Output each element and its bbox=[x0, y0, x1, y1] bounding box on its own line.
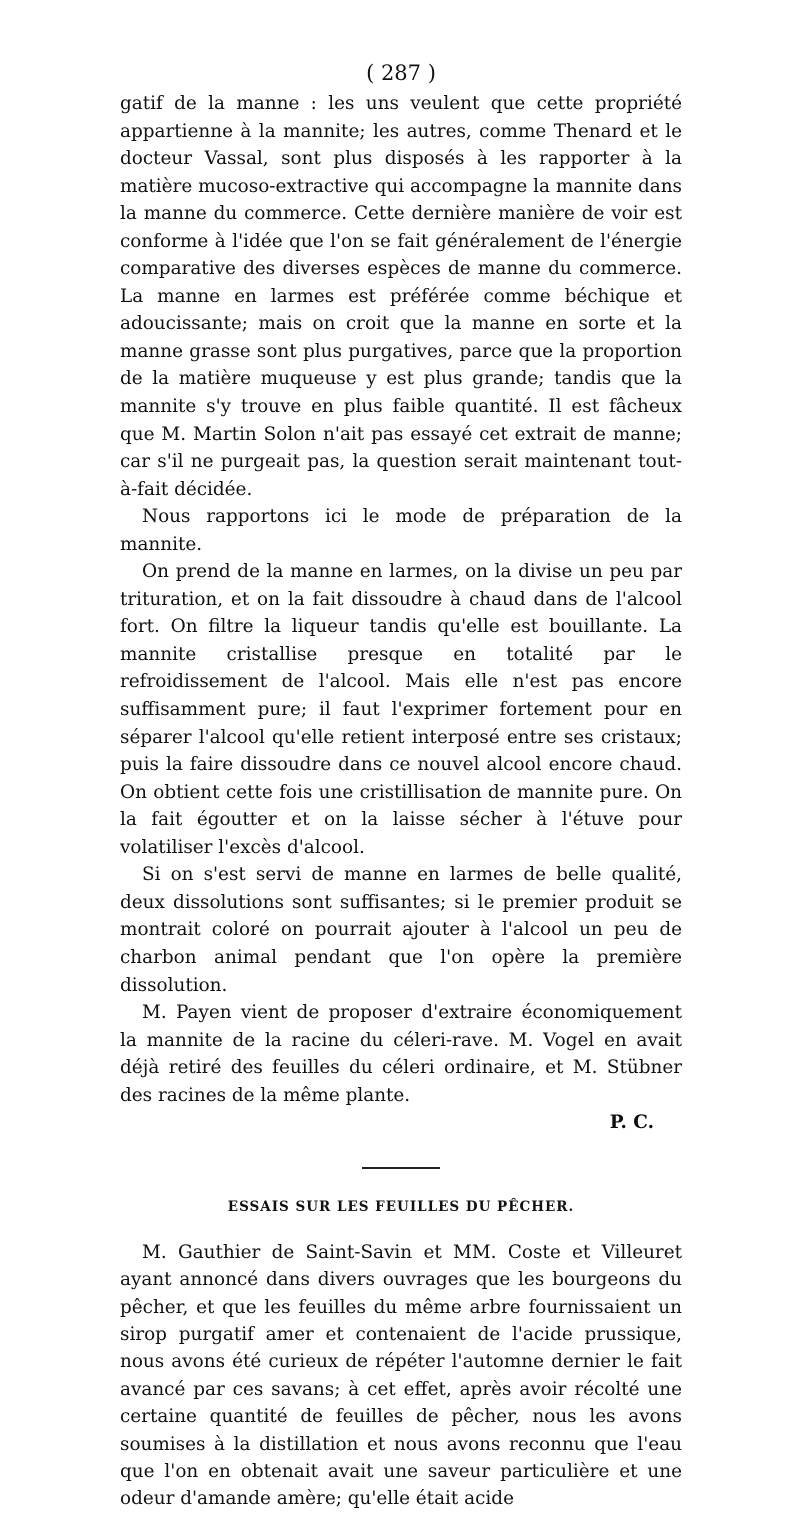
section-divider bbox=[362, 1167, 440, 1169]
section-paragraph: M. Gauthier de Saint-Savin et MM. Coste et Villeuret ayant annoncé dans divers ouvrages que les bourgeons du pêcher, et que les feuilles du même arbre fournissaient un sirop purgatif amer et contenaient de l'acide prussique, nous avons été curieux de répéter l'automne dernier le fait avancé par ces savans; à cet effet, après avoir récolté une certaine quantité de feuilles de pêcher, nous les avons soumises à la distillation et nous avons reconnu que l'eau que l'on en obtenait avait une saveur particulière et une odeur d'amande amère; qu'elle était acide bbox=[120, 1241, 682, 1510]
book-page bbox=[120, 58, 682, 1513]
body-paragraph-dissolutions: Si on s'est servi de manne en larmes de belle qualité, deux dissolutions sont suffisantes; si le premier produit se montrait coloré on pourrait ajouter à l'alcool un peu de charbon animal pendant que l'on opère la première dissolution. bbox=[120, 864, 682, 996]
section-heading: ESSAIS SUR LES FEUILLES DU PÊCHER. bbox=[227, 1198, 575, 1215]
body-paragraph-preparation-method: On prend de la manne en larmes, on la divise un peu par trituration, et on la fait dissoudre à chaud dans de l'alcool fort. On filtre la liqueur tandis qu'elle est bouillante. La mannite cristallise presque en totalité par le refroidissement de l'alcool. Mais elle n'est pas encore suffisamment pure; il faut l'exprimer fortement pour en séparer l'alcool qu'elle retient interposé entre ses cristaux; puis la faire dissoudre dans ce nouvel alcool encore chaud. On obtient cette fois une cristillisation de mannite pure. On la fait égoutter et on la laisse sécher à l'étuve pour volatiliser l'excès d'alcool. bbox=[120, 561, 682, 858]
author-signature: P. C. bbox=[609, 1112, 654, 1134]
body-paragraph-intro-preparation: Nous rapportons ici le mode de préparation de la mannite. bbox=[120, 506, 682, 555]
body-paragraph-continued: gatif de la manne : les uns veulent que cette propriété appartienne à la mannite; les autres, comme Thenard et le docteur Vassal, sont plus disposés à les rapporter à la matière mucoso-extractive qui accompagne la mannite dans la manne du commerce. Cette dernière manière de voir est conforme à l'idée que l'on se fait généralement de l'énergie comparative des diverses espèces de manne du commerce. La manne en larmes est préférée comme béchique et adoucissante; mais on croit que la manne en sorte et la manne grasse sont plus purgatives, parce que la proportion de la matière muqueuse y est plus grande; tandis que la mannite s'y trouve en plus faible quantité. Il est fâcheux que M. Martin Solon n'ait pas essayé cet extrait de manne; car s'il ne purgeait pas, la question serait maintenant tout-à-fait décidée. bbox=[120, 93, 682, 500]
page-number: ( 287 ) bbox=[366, 61, 436, 85]
body-paragraph-payen: M. Payen vient de proposer d'extraire économiquement la mannite de la racine du céleri-rave. M. Vogel en avait déjà retiré des feuilles du céleri ordinaire, et M. Stübner des racines de la même plante. bbox=[120, 1002, 682, 1106]
